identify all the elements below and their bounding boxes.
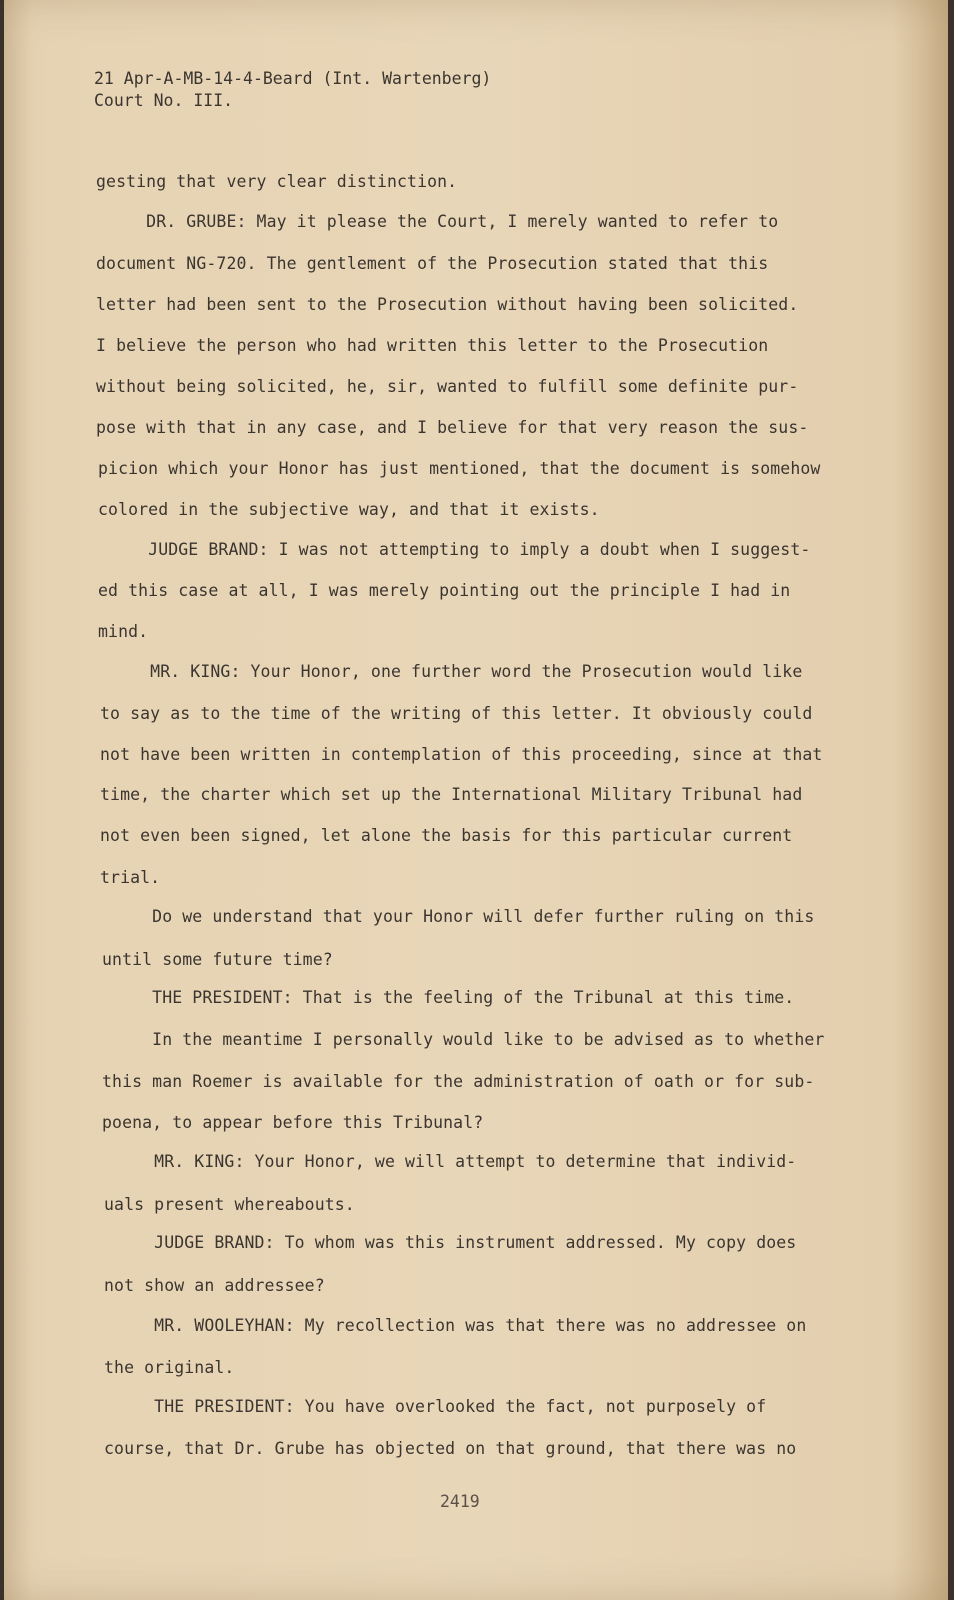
transcript-line: MR. KING: Your Honor, we will attempt to determine that individ- <box>104 1152 797 1171</box>
transcript-line: ed this case at all, I was merely pointing out the principle I had in <box>98 581 791 600</box>
transcript-line: the original. <box>104 1358 235 1377</box>
transcript-line: uals present whereabouts. <box>104 1195 355 1214</box>
transcript-line: time, the charter which set up the International Military Tribunal had <box>100 785 803 804</box>
transcript-line: JUDGE BRAND: To whom was this instrument addressed. My copy does <box>104 1233 797 1252</box>
page-number: 2419 <box>440 1492 480 1511</box>
transcript-line: Do we understand that your Honor will defer further ruling on this <box>102 907 815 926</box>
transcript-line: trial. <box>100 868 161 887</box>
transcript-line: to say as to the time of the writing of this letter. It obviously could <box>100 704 813 723</box>
transcript-line: document NG-720. The gentlement of the Prosecution stated that this <box>96 254 769 273</box>
header-line-1: 21 Apr-A-MB-14-4-Beard (Int. Wartenberg) <box>94 69 492 88</box>
transcript-line: In the meantime I personally would like to be advised as to whether <box>102 1030 825 1049</box>
document-page <box>4 0 948 1600</box>
transcript-line: gesting that very clear distinction. <box>96 172 458 191</box>
document-header <box>94 68 491 112</box>
transcript-line: MR. KING: Your Honor, one further word the Prosecution would like <box>100 662 803 681</box>
transcript-line: colored in the subjective way, and that it exists. <box>98 500 600 519</box>
transcript-line: course, that Dr. Grube has objected on that ground, that there was no <box>104 1439 797 1458</box>
transcript-line: pose with that in any case, and I believe for that very reason the sus- <box>96 418 809 437</box>
transcript-line: mind. <box>98 622 149 641</box>
header-line-2: Court No. III. <box>94 91 234 110</box>
transcript-line: MR. WOOLEYHAN: My recollection was that there was no addressee on <box>104 1316 807 1335</box>
transcript-line: THE PRESIDENT: That is the feeling of the Tribunal at this time. <box>102 988 795 1007</box>
transcript-line: poena, to appear before this Tribunal? <box>102 1113 484 1132</box>
transcript-line: not have been written in contemplation of this proceeding, since at that <box>100 745 823 764</box>
transcript-line: not show an addressee? <box>104 1276 325 1295</box>
transcript-line: without being solicited, he, sir, wanted to fulfill some definite pur- <box>96 377 799 396</box>
transcript-line: picion which your Honor has just mentioned, that the document is somehow <box>98 459 821 478</box>
transcript-line: I believe the person who had written this letter to the Prosecution <box>96 336 769 355</box>
transcript-line: JUDGE BRAND: I was not attempting to imply a doubt when I suggest- <box>98 540 811 559</box>
transcript-line: until some future time? <box>102 950 333 969</box>
transcript-line: letter had been sent to the Prosecution without having been solicited. <box>96 295 799 314</box>
transcript-line: not even been signed, let alone the basis for this particular current <box>100 826 793 845</box>
transcript-line: this man Roemer is available for the administration of oath or for sub- <box>102 1072 815 1091</box>
transcript-line: DR. GRUBE: May it please the Court, I merely wanted to refer to <box>96 212 779 231</box>
transcript-line: THE PRESIDENT: You have overlooked the fact, not purposely of <box>104 1397 767 1416</box>
